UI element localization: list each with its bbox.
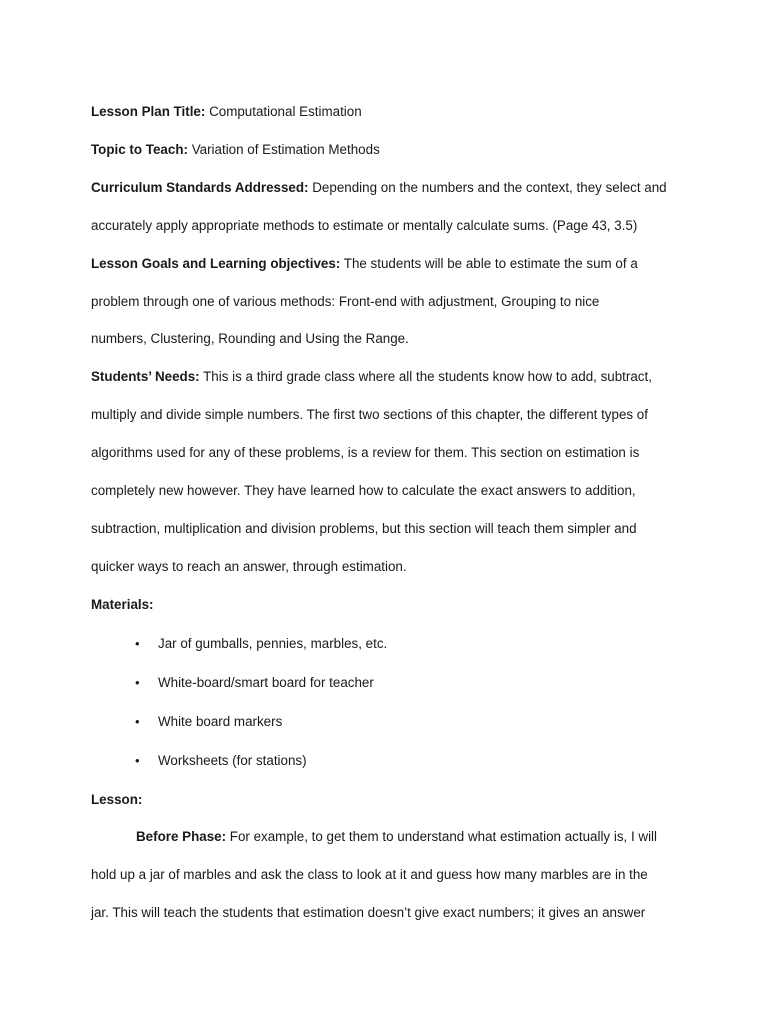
lesson-label: Lesson:	[91, 791, 143, 807]
goals-line-3: numbers, Clustering, Rounding and Using the Range.	[91, 331, 409, 347]
needs-paragraph	[91, 358, 691, 585]
topic-line	[91, 131, 691, 169]
before-phase-label: Before Phase:	[136, 829, 227, 845]
topic-paragraph	[91, 131, 691, 169]
before-phase-text-1: For example, to get them to understand what estimation actually is, I will	[229, 829, 657, 845]
needs-line-4: completely new however. They have learned how to calculate the exact answers to addition,	[91, 483, 636, 499]
bullet-icon: •	[135, 635, 140, 651]
goals-text-1: The students will be able to estimate the sum of a	[343, 255, 638, 271]
before-phase-paragraph	[91, 818, 691, 932]
materials-item-text: White board markers	[158, 714, 283, 730]
materials-label: Materials:	[91, 596, 154, 612]
goals-line-2: problem through one of various methods: Front-end with adjustment, Grouping to nice	[91, 293, 600, 309]
materials-heading	[91, 586, 691, 624]
materials-list	[91, 624, 691, 781]
bullet-icon: •	[135, 753, 140, 769]
needs-line-1	[91, 358, 691, 396]
standards-line-1	[91, 169, 691, 207]
lesson-title-label: Lesson Plan Title:	[91, 104, 206, 119]
goals-line-1	[91, 245, 691, 283]
materials-item-text: Worksheets (for stations)	[158, 753, 307, 769]
lesson-title-paragraph	[91, 93, 691, 131]
goals-paragraph	[91, 245, 691, 359]
needs-line-5: subtraction, multiplication and division problems, but this section will teach them simpler and	[91, 520, 637, 536]
lesson-title-value: Computational Estimation	[209, 104, 362, 119]
lesson-title-line	[91, 93, 691, 131]
needs-line-3: algorithms used for any of these problems, is a review for them. This section on estimation is	[91, 445, 640, 461]
lesson-heading	[91, 781, 691, 819]
materials-item-text: White-board/smart board for teacher	[158, 674, 374, 690]
standards-line-2: accurately apply appropriate methods to estimate or mentally calculate sums. (Page 43, 3.5)	[91, 217, 638, 233]
standards-text-1: Depending on the numbers and the context, they select and	[312, 179, 667, 195]
needs-label: Students’ Needs:	[91, 369, 200, 385]
document-body	[91, 93, 691, 932]
needs-text-1: This is a third grade class where all the students know how to add, subtract,	[203, 369, 652, 385]
needs-line-6: quicker ways to reach an answer, through estimation.	[91, 558, 407, 574]
standards-paragraph	[91, 169, 691, 245]
before-phase-line-1	[91, 818, 691, 856]
topic-label: Topic to Teach:	[91, 141, 188, 157]
before-phase-line-3: jar. This will teach the students that estimation doesn’t give exact numbers; it gives an answer	[91, 905, 646, 921]
materials-item-text: Jar of gumballs, pennies, marbles, etc.	[158, 635, 388, 651]
standards-label: Curriculum Standards Addressed:	[91, 179, 309, 195]
list-item	[91, 741, 691, 780]
bullet-icon: •	[135, 674, 140, 690]
goals-label: Lesson Goals and Learning objectives:	[91, 255, 341, 271]
before-phase-line-2: hold up a jar of marbles and ask the class to look at it and guess how many marbles are in the	[91, 867, 648, 883]
bullet-icon: •	[135, 714, 140, 730]
needs-line-2: multiply and divide simple numbers. The first two sections of this chapter, the different types of	[91, 407, 648, 423]
list-item	[91, 702, 691, 741]
list-item	[91, 624, 691, 663]
topic-value: Variation of Estimation Methods	[191, 141, 380, 157]
list-item	[91, 663, 691, 702]
